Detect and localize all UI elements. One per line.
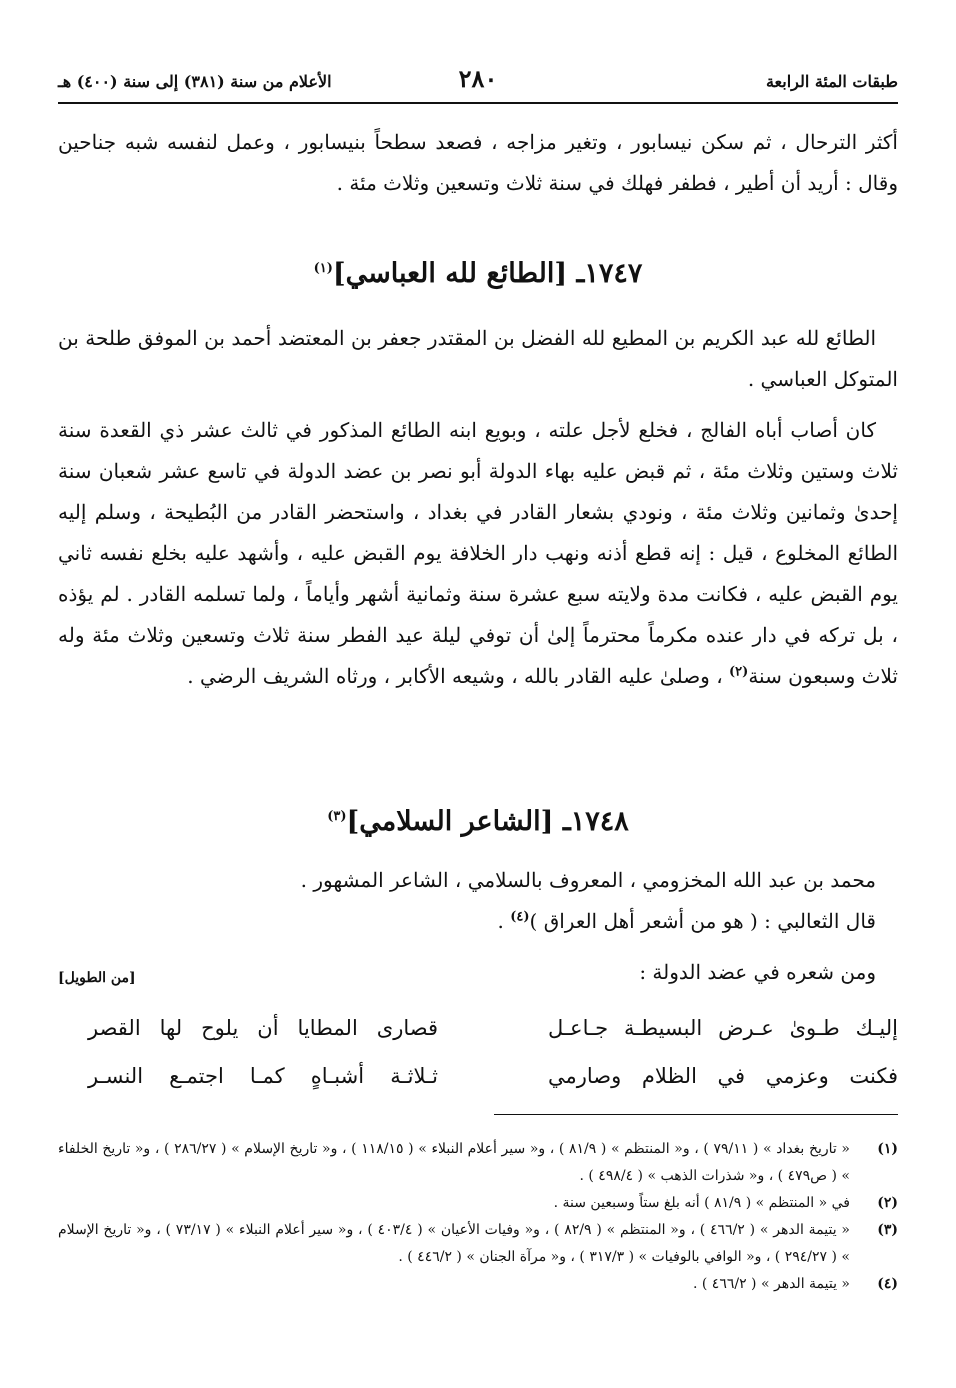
entry-1747-title (58, 258, 898, 289)
entry-1748-title (58, 806, 898, 837)
footnote-3-number: (٣) (877, 1222, 898, 1238)
entry-1747-biography (58, 410, 898, 697)
footnote-ref-4: (٤) (510, 909, 530, 925)
entry-1747-lineage: الطائع لله عبد الكريم بن المطيع لله الفضل بن المقتدر جعفر بن المعتضد أحمد بن الموفق طلحة بن المتوكل العباسي . (58, 326, 898, 391)
entry-1748-quote-end: . (497, 909, 511, 933)
entry-1748-quote-text: قال الثعالبي : ( هو من أشعر أهل العراق ) (529, 909, 876, 933)
entry-1747-biography-end: ، وصلىٰ عليه القادر بالله ، وشيعه الأكابر ، ورثاه الشريف الرضي . (187, 664, 730, 688)
entry-1748-quote-line (58, 901, 898, 942)
entry-1748-title-text: ١٧٤٨ـ [الشاعر السلامي] (346, 806, 629, 837)
footnote-3 (58, 1217, 898, 1271)
footnote-4-number: (٤) (877, 1276, 898, 1292)
entry-1747-body (58, 318, 898, 697)
footnote-1-number: (١) (877, 1141, 898, 1157)
running-header (58, 64, 898, 98)
footnote-1 (58, 1136, 898, 1190)
entry-1748-body (58, 860, 898, 993)
entry-1748-name-line: محمد بن عبد الله المخزومي ، المعروف بالسلامي ، الشاعر المشهور . (300, 868, 876, 892)
verse-2 (58, 1064, 898, 1104)
verse-2-second-hemistich: ثـلاثـة أشبـاهٍ كمـا اجتمـع النسـر (88, 1064, 438, 1088)
footnote-separator (494, 1114, 898, 1115)
footnote-ref-2: (٢) (729, 664, 749, 680)
book-page (58, 0, 898, 1388)
header-rule (58, 102, 898, 104)
footnote-2-number: (٢) (877, 1195, 898, 1211)
poem-meter-label: [من الطويل] (58, 970, 136, 986)
footnote-2 (58, 1190, 898, 1217)
verse-1-first-hemistich: إليـك طـوىٰ عـرض البسيطـة جـاعـل (548, 1016, 898, 1040)
footnote-2-text: في « المنتظم » ( ٨١/٩ ) أنه بلغ ستاً وسبعين سنة . (553, 1195, 850, 1211)
intro-text: أكثر الترحال ، ثم سكن نيسابور ، وتغير مزاجه ، فصعد سطحاً بنيسابور ، وعمل لنفسه شبه جناحين وقال : أريد أن أطير ، فطفر فهلك في سنة ثلاث وتسعين وثلاث مئة . (58, 130, 898, 195)
footnote-ref-3: (٣) (327, 809, 347, 824)
page-number: ٢٨٠ (458, 64, 498, 93)
footnote-ref-1: (١) (313, 261, 333, 276)
footnote-4 (58, 1271, 898, 1298)
footnote-1-text: « تاريخ بغداد » ( ٧٩/١١ ) ، و« المنتظم » ( ٨١/٩ ) ، و« سير أعلام النبلاء » ( ١١٨/١٥ ) ، و« تاريخ الإسلام » ( ٢٨٦/٢٧ ) ، و« تاريخ الخلفاء » ( ص٤٧٩ ) ، و« شذرات الذهب » ( ٤٩٨/٤ ) . (58, 1141, 850, 1184)
entry-1747-biography-text: كان أصاب أباه الفالج ، فخلع لأجل علته ، وبويع ابنه الطائع المذكور في ثالث عشر ذي القعدة سنة ثلاث وستين وثلاث مئة ، ثم قبض عليه بهاء الدولة أبو نصر بن عضد الدولة في تاسع عشر شعبان سنة إحدىٰ وثمانين وثلاث مئة ، ونودي بشعار القادر في بغداد ، واستحضر القادر من البُطيحة ، وسلم إليه الطائع المخلوع ، قيل : إنه قطع أذنه ونهب دار الخلافة يوم القبض عليه ، وأشهد عليه بخلع نفسه ثاني يوم القبض عليه ، فكانت مدة ولايته سبع عشرة سنة وثمانية أشهر وأياماً ، ولما تسلمه القادر . لم يؤذه ، بل تركه في دار عنده مكرماً محترماً إلىٰ أن توفي ليلة عيد الفطر سنة ثلاث وتسعين وثلاث مئة وله ثلاث وسبعون سنة (58, 418, 898, 688)
entry-1748-poem-intro: ومن شعره في عضد الدولة : (639, 960, 876, 984)
footnote-3-text: « يتيمة الدهر » ( ٤٦٦/٢ ) ، و« المنتظم » ( ٨٢/٩ ) ، و« وفيات الأعيان » ( ٤٠٣/٤ ) ، و« سير أعلام النبلاء » ( ٧٣/١٧ ) ، و« تاريخ الإسلام » ( ٢٩٤/٢٧ ) ، و« الوافي بالوفيات » ( ٣١٧/٣ ) ، و« مرآة الجنان » ( ٤٤٦/٢ ) . (58, 1222, 850, 1265)
footnotes-section (58, 1136, 898, 1298)
verse-2-first-hemistich: فكنت وعزمي في الظلام وصارمي (548, 1064, 898, 1088)
header-year-range: الأعلام من سنة (٣٨١) إلى سنة (٤٠٠) هـ (58, 72, 332, 91)
intro-paragraph (58, 122, 898, 204)
footnote-4-text: « يتيمة الدهر » ( ٤٦٦/٢ ) . (692, 1276, 850, 1292)
verse-1-second-hemistich: قصارى المطايا أن يلوح لها القصر (88, 1016, 438, 1040)
verse-1 (58, 1016, 898, 1056)
header-book-part: طبقات المئة الرابعة (765, 72, 898, 91)
entry-1747-title-text: ١٧٤٧ـ [الطائع لله العباسي] (332, 258, 643, 289)
